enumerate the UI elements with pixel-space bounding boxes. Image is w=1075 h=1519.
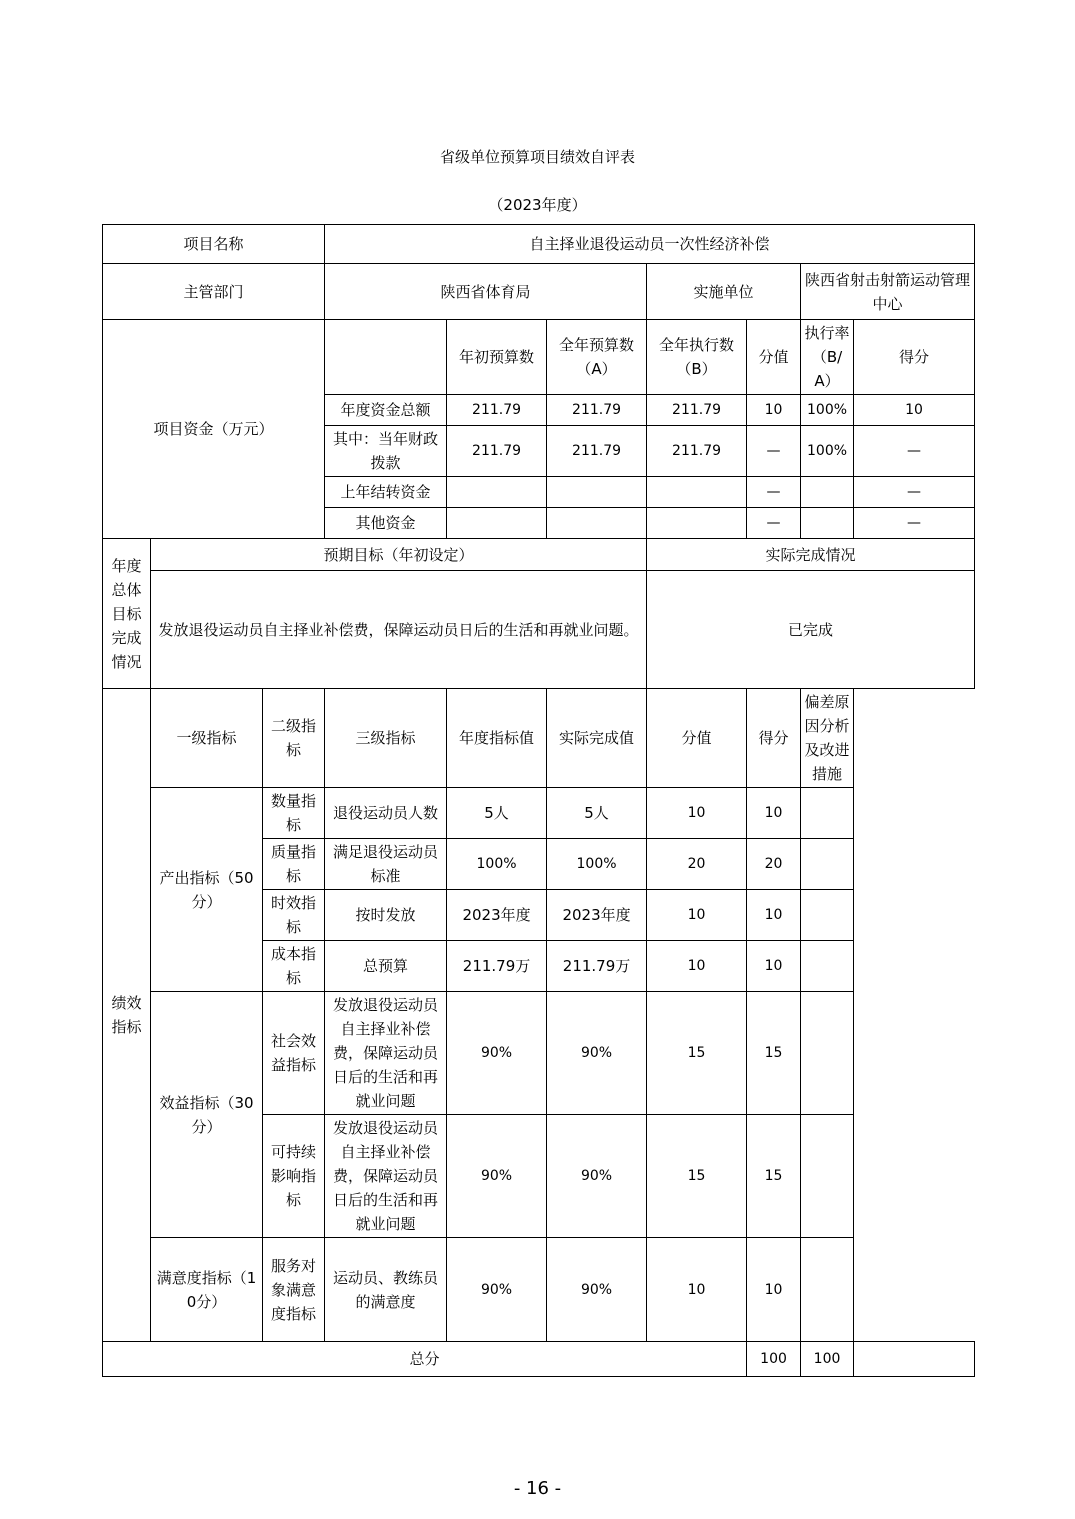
- funds-header-row: [103, 320, 975, 395]
- score-cell: 10: [747, 941, 801, 992]
- score-cell: 15: [747, 1115, 801, 1238]
- indicators-label: 绩效指标: [103, 689, 151, 1342]
- score-value-cell: 10: [647, 1238, 747, 1342]
- level1-output: 产出指标（50分）: [151, 788, 263, 992]
- target-cell: 211.79万: [447, 941, 547, 992]
- score-cell: 15: [747, 992, 801, 1115]
- project-name-value: 自主择业退役运动员一次性经济补偿: [325, 225, 975, 264]
- level2-cell: 可持续影响指标: [263, 1115, 325, 1238]
- reason-cell: [801, 1238, 854, 1342]
- score-value-cell: 10: [647, 941, 747, 992]
- funds-header-blank: [325, 320, 447, 395]
- level2-cell: 服务对象满意度指标: [263, 1238, 325, 1342]
- actual-cell: 90%: [547, 1115, 647, 1238]
- actual-cell: 5人: [547, 788, 647, 839]
- target-cell: 90%: [447, 1238, 547, 1342]
- score-value-cell: 10: [647, 788, 747, 839]
- total-label: 总分: [103, 1342, 747, 1377]
- target-cell: 100%: [447, 839, 547, 890]
- funds-executed: 211.79: [647, 395, 747, 426]
- funds-rate: [801, 508, 854, 539]
- score-cell: 10: [747, 890, 801, 941]
- goals-expected-header: 预期目标（年初设定）: [151, 539, 647, 571]
- actual-cell: 2023年度: [547, 890, 647, 941]
- level2-cell: 成本指标: [263, 941, 325, 992]
- score-cell: 10: [747, 1238, 801, 1342]
- actual-cell: 90%: [547, 992, 647, 1115]
- score-value-cell: 20: [647, 839, 747, 890]
- goals-actual-header: 实际完成情况: [647, 539, 975, 571]
- funds-rate: 100%: [801, 395, 854, 426]
- goals-expected-value: 发放退役运动员自主择业补偿费，保障运动员日后的生活和再就业问题。: [151, 571, 647, 689]
- funds-score: 10: [854, 395, 975, 426]
- reason-cell: [801, 788, 854, 839]
- funds-annual: [547, 477, 647, 508]
- header-reason: 偏差原因分析及改进措施: [801, 689, 854, 788]
- goals-content-row: [103, 571, 975, 689]
- funds-header-annual: 全年预算数（A）: [547, 320, 647, 395]
- actual-cell: 100%: [547, 839, 647, 890]
- funds-score: —: [854, 508, 975, 539]
- funds-initial: [447, 508, 547, 539]
- actual-cell: 211.79万: [547, 941, 647, 992]
- department-row: [103, 264, 975, 320]
- header-level2: 二级指标: [263, 689, 325, 788]
- funds-annual: 211.79: [547, 395, 647, 426]
- funds-row-name: 年度资金总额: [325, 395, 447, 426]
- reason-cell: [801, 1115, 854, 1238]
- score-value-cell: 15: [647, 1115, 747, 1238]
- funds-initial: [447, 477, 547, 508]
- evaluation-table: [102, 224, 975, 1377]
- funds-score-value: —: [747, 426, 801, 477]
- reason-cell: [801, 941, 854, 992]
- goals-actual-value: 已完成: [647, 571, 975, 689]
- funds-header-rate: 执行率（B/A）: [801, 320, 854, 395]
- funds-executed: [647, 508, 747, 539]
- level3-cell: 发放退役运动员自主择业补偿费，保障运动员日后的生活和再就业问题: [325, 1115, 447, 1238]
- funds-score-value: —: [747, 477, 801, 508]
- reason-cell: [801, 890, 854, 941]
- funds-header-initial: 年初预算数: [447, 320, 547, 395]
- level3-cell: 满足退役运动员标准: [325, 839, 447, 890]
- impl-label: 实施单位: [647, 264, 801, 320]
- reason-cell: [801, 992, 854, 1115]
- funds-header-score-value: 分值: [747, 320, 801, 395]
- indicator-row: [103, 788, 975, 839]
- level2-cell: 社会效益指标: [263, 992, 325, 1115]
- funds-row-name: 上年结转资金: [325, 477, 447, 508]
- dept-label: 主管部门: [103, 264, 325, 320]
- actual-cell: 90%: [547, 1238, 647, 1342]
- level2-cell: 数量指标: [263, 788, 325, 839]
- score-value-cell: 10: [647, 890, 747, 941]
- level2-cell: 质量指标: [263, 839, 325, 890]
- funds-score-value: —: [747, 508, 801, 539]
- funds-rate: [801, 477, 854, 508]
- project-name-row: [103, 225, 975, 264]
- level1-benefit: 效益指标（30分）: [151, 992, 263, 1238]
- funds-initial: 211.79: [447, 426, 547, 477]
- goals-label: 年度总体目标完成情况: [103, 539, 151, 689]
- funds-executed: [647, 477, 747, 508]
- indicator-row: [103, 992, 975, 1115]
- header-score-value: 分值: [647, 689, 747, 788]
- indicator-row: [103, 1238, 975, 1342]
- total-row: [103, 1342, 975, 1377]
- header-target: 年度指标值: [447, 689, 547, 788]
- funds-row-name: 其中：当年财政拨款: [325, 426, 447, 477]
- score-cell: 10: [747, 788, 801, 839]
- total-reason: [854, 1342, 975, 1377]
- document-title: 省级单位预算项目绩效自评表: [439, 148, 635, 166]
- funds-rate: 100%: [801, 426, 854, 477]
- header-actual: 实际完成值: [547, 689, 647, 788]
- level3-cell: 发放退役运动员自主择业补偿费，保障运动员日后的生活和再就业问题: [325, 992, 447, 1115]
- target-cell: 2023年度: [447, 890, 547, 941]
- funds-score: —: [854, 426, 975, 477]
- target-cell: 5人: [447, 788, 547, 839]
- indicators-header-row: [103, 689, 975, 788]
- total-score: 100: [801, 1342, 854, 1377]
- reason-cell: [801, 839, 854, 890]
- document-year: （2023年度）: [488, 196, 587, 214]
- header-score: 得分: [747, 689, 801, 788]
- score-value-cell: 15: [647, 992, 747, 1115]
- funds-label: 项目资金（万元）: [103, 320, 325, 539]
- project-name-label: 项目名称: [103, 225, 325, 264]
- header-level1: 一级指标: [151, 689, 263, 788]
- funds-annual: [547, 508, 647, 539]
- target-cell: 90%: [447, 992, 547, 1115]
- header-level3: 三级指标: [325, 689, 447, 788]
- level3-cell: 按时发放: [325, 890, 447, 941]
- total-score-value: 100: [747, 1342, 801, 1377]
- page-number: - 16 -: [513, 1478, 562, 1499]
- level3-cell: 退役运动员人数: [325, 788, 447, 839]
- funds-executed: 211.79: [647, 426, 747, 477]
- funds-row-name: 其他资金: [325, 508, 447, 539]
- impl-value: 陕西省射击射箭运动管理中心: [801, 264, 975, 320]
- funds-annual: 211.79: [547, 426, 647, 477]
- level2-cell: 时效指标: [263, 890, 325, 941]
- funds-header-score: 得分: [854, 320, 975, 395]
- level3-cell: 总预算: [325, 941, 447, 992]
- funds-score-value: 10: [747, 395, 801, 426]
- target-cell: 90%: [447, 1115, 547, 1238]
- funds-score: —: [854, 477, 975, 508]
- level1-satisfaction: 满意度指标（10分）: [151, 1238, 263, 1342]
- goals-header-row: [103, 539, 975, 571]
- dept-value: 陕西省体育局: [325, 264, 647, 320]
- funds-header-executed: 全年执行数（B）: [647, 320, 747, 395]
- funds-initial: 211.79: [447, 395, 547, 426]
- level3-cell: 运动员、教练员的满意度: [325, 1238, 447, 1342]
- score-cell: 20: [747, 839, 801, 890]
